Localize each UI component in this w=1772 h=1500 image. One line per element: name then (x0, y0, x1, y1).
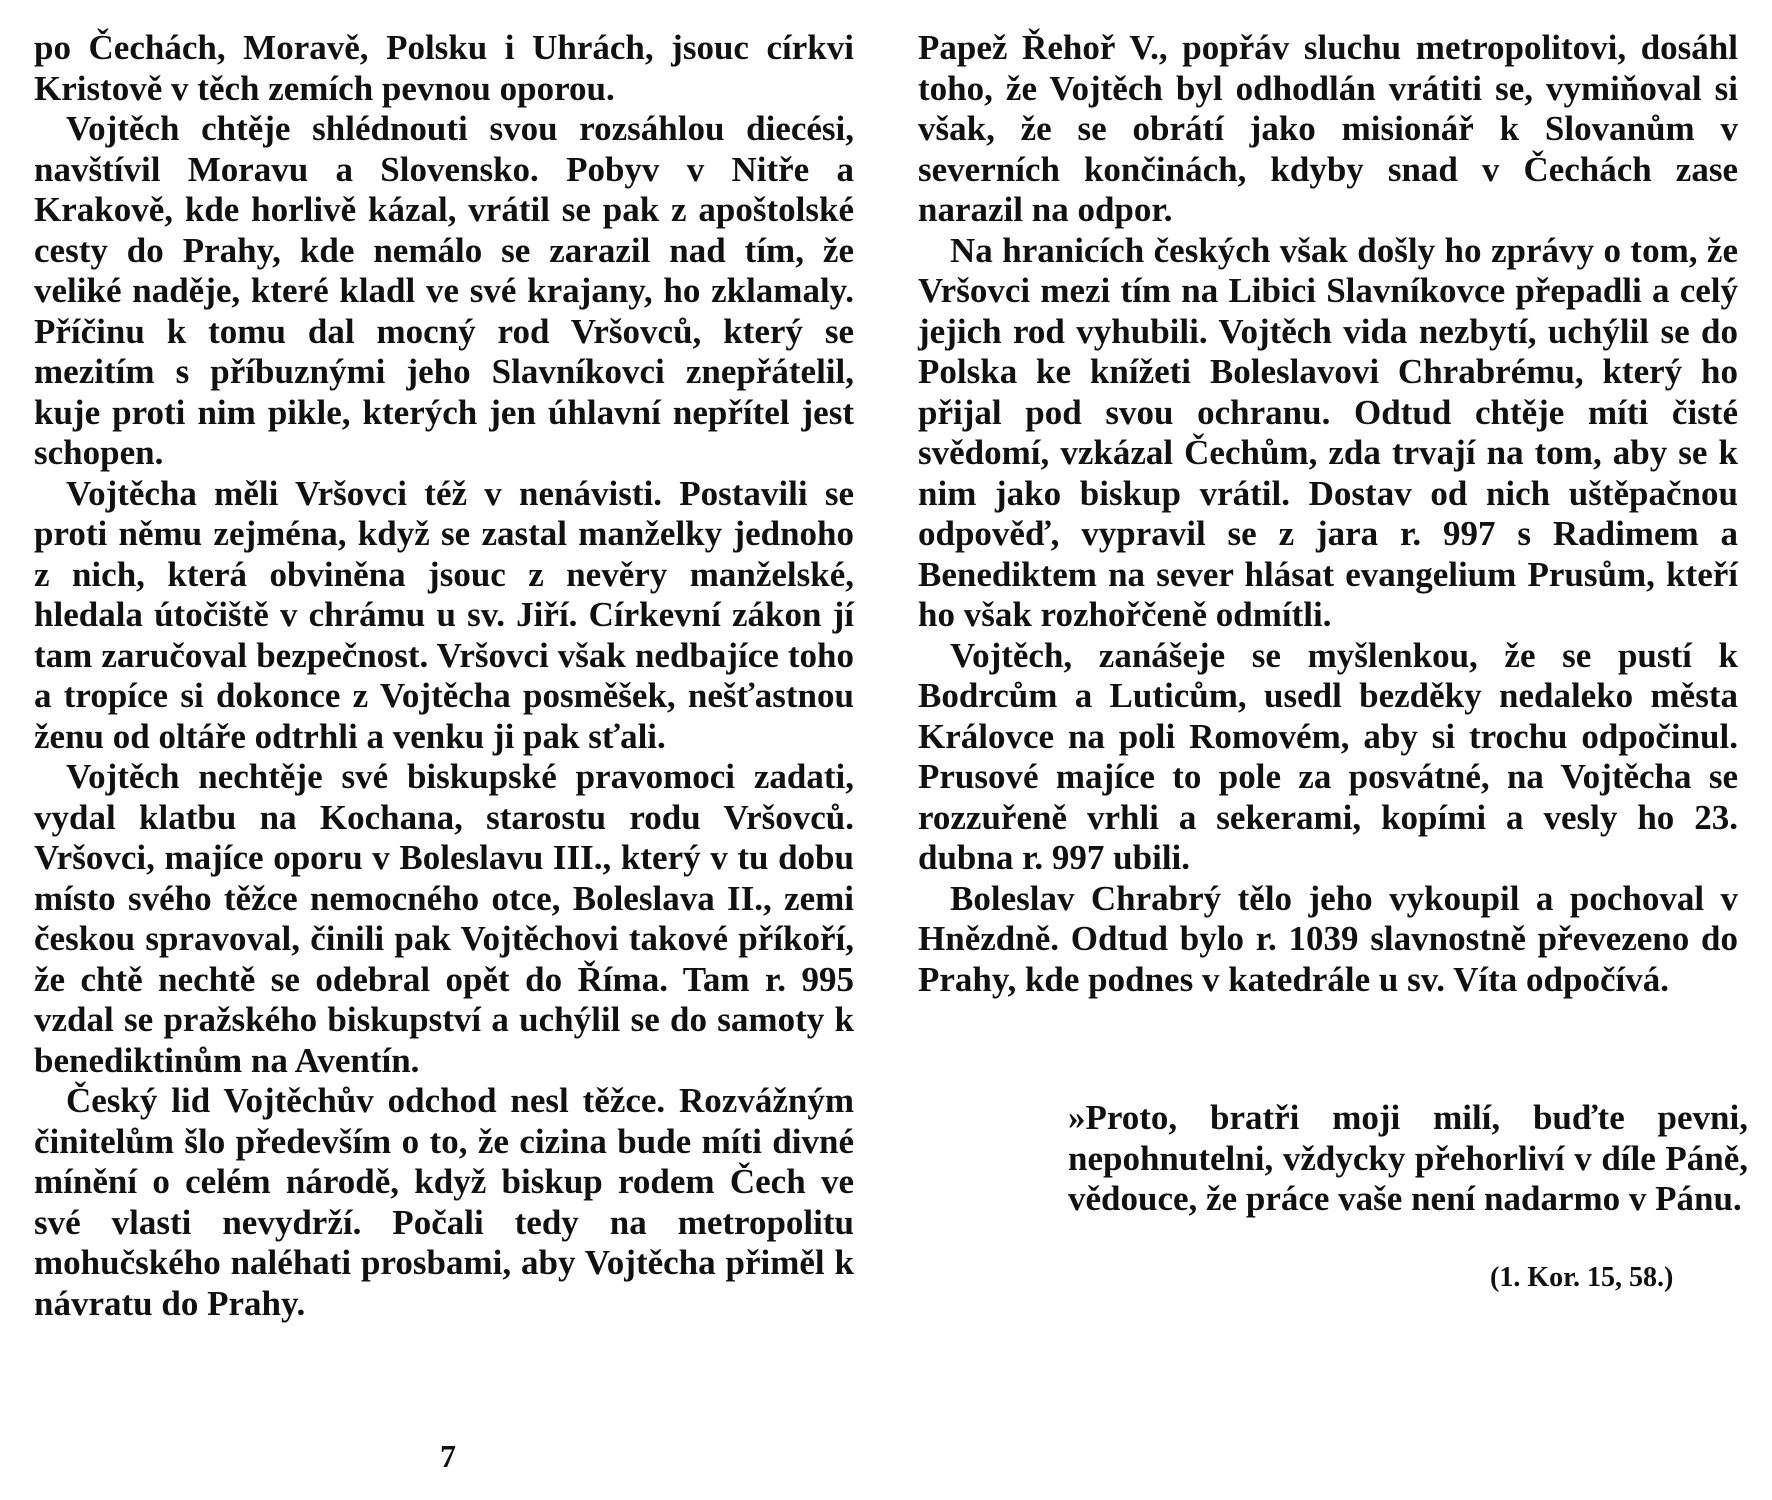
left-column (34, 28, 854, 1324)
right-column (918, 28, 1738, 1000)
paragraph: Český lid Vojtěchův odchod nesl těžce. Rozvážným činitelům šlo především o to, že cizina bude míti divné mínění o celém národě, když biskup rodem Čech ve své vlasti nevydrží. Počali tedy na metropolitu mohučského naléhati prosbami, aby Vojtěcha přiměl k návratu do Prahy. (34, 1081, 854, 1323)
paragraph: po Čechách, Moravě, Polsku i Uhrách, jsouc církvi Kristově v těch zemích pevnou oporou. (34, 28, 854, 108)
paragraph: Vojtěch chtěje shlédnouti svou rozsáhlou diecési, navštívil Moravu a Slovensko. Pobyv v Nitře a Krakově, kde horlivě kázal, vrátil se pak z apoštolské cesty do Prahy, kde nemálo se zarazil nad tím, že veliké naděje, které kladl ve své krajany, ho zklamaly. Příčinu k tomu dal mocný rod Vršovců, který se mezitím s příbuznými jeho Slavníkovci znepřátelil, kuje proti nim pikle, kterých jen úhlavní nepřítel jest schopen. (34, 109, 854, 472)
paragraph: Na hranicích českých však došly ho zprávy o tom, že Vršovci mezi tím na Libici Slavníkovce přepadli a celý jejich rod vyhubili. Vojtěch vida nezbytí, uchýlil se do Polska ke knížeti Boleslavovi Chrabrému, který ho přijal pod svou ochranu. Odtud chtěje míti čisté svědomí, vzkázal Čechům, zda trvají na tom, aby se k nim jako biskup vrátil. Dostav od nich uštěpačnou odpověď, vypravil se z jara r. 997 s Radimem a Benediktem na sever hlásat evangelium Prusům, kteří ho však rozhořčeně odmítli. (918, 230, 1738, 634)
paragraph: Vojtěch nechtěje své biskupské pravomoci zadati, vydal klatbu na Kochana, starostu rodu Vršovců. Vršovci, majíce oporu v Boleslavu III., který v tu dobu místo svého těžce nemocného otce, Boleslava II., zemi českou spravoval, činili pak Vojtěchovi takové příkoří, že chtě nechtě se odebral opět do Říma. Tam r. 995 vzdal se pražského biskupství a uchýlil se do samoty k benediktinům na Aventín. (34, 757, 854, 1080)
paragraph: Boleslav Chrabrý tělo jeho vykoupil a pochoval v Hnězdně. Odtud bylo r. 1039 slavnostně převezeno do Prahy, kde podnes v katedrále u sv. Víta odpočívá. (918, 878, 1738, 999)
quote-text: »Proto, bratři moji milí, buďte pevni, nepohnutelni, vždycky přehorliví v díle Páně, vědouce, že práce vaše není nadarmo v Pánu. (1068, 1098, 1748, 1218)
paragraph: Papež Řehoř V., popřáv sluchu metropolitovi, dosáhl toho, že Vojtěch byl odhodlán vrátiti se, vymiňoval si však, že se obrátí jako misionář k Slovanům v severních končinách, kdyby snad v Čechách zase narazil na odpor. (918, 28, 1738, 229)
paragraph: Vojtěcha měli Vršovci též v nenávisti. Postavili se proti němu zejména, když se zastal manželky jednoho z nich, která obviněna jsouc z nevěry manželské, hledala útočiště v chrámu u sv. Jiří. Církevní zákon jí tam zaručoval bezpečnost. Vršovci však nedbajíce toho a tropíce si dokonce z Vojtěcha posměšek, nešťastnou ženu od oltáře odtrhli a venku ji pak sťali. (34, 473, 854, 756)
page-number: 7 (440, 1438, 456, 1474)
quote-citation: (1. Kor. 15, 58.) (1490, 1262, 1674, 1293)
bible-quote (1068, 1098, 1748, 1220)
paragraph: Vojtěch, zanášeje se myšlenkou, že se pustí k Bodrcům a Luticům, usedl bezděky nedaleko města Královce na poli Romovém, aby si trochu odpočinul. Prusové majíce to pole za posvátné, na Vojtěcha se rozzuřeně vrhli a sekerami, kopími a vesly ho 23. dubna r. 997 ubili. (918, 635, 1738, 877)
